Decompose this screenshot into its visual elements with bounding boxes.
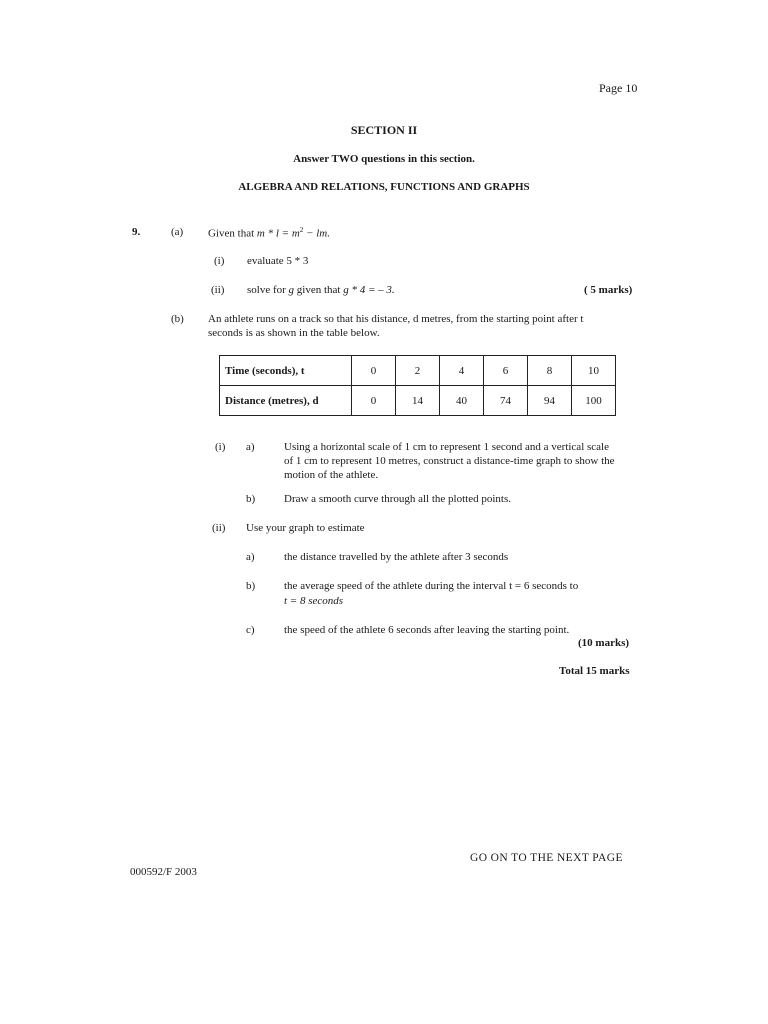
- table-cell: 94: [528, 386, 572, 416]
- part-b-intro-line1: An athlete runs on a track so that his distance, d metres, from the starting point after t: [208, 313, 584, 325]
- given-prefix: Given that: [208, 227, 255, 240]
- part-b-ii-c-label: c): [246, 624, 255, 636]
- part-b-i-b-label: b): [246, 493, 256, 505]
- solve-expression: g * 4 = – 3.: [343, 284, 395, 296]
- part-b-i-a-line1: Using a horizontal scale of 1 cm to represent 1 second and a vertical scale: [284, 441, 609, 453]
- part-b-ii-b-label: b): [246, 580, 256, 592]
- part-b-ii-label: (ii): [212, 522, 226, 534]
- question-number: 9.: [132, 226, 141, 238]
- part-b-marks: (10 marks): [578, 637, 630, 649]
- data-table: [219, 355, 616, 416]
- distance-header: Distance (metres), d: [220, 386, 352, 416]
- part-a-i-label: (i): [214, 255, 225, 267]
- instruction: Answer TWO questions in this section.: [293, 153, 475, 165]
- table-cell: 6: [484, 356, 528, 386]
- total-marks: Total 15 marks: [559, 665, 630, 677]
- part-b-i-a-line2: of 1 cm to represent 10 metres, construct a distance-time graph to show the: [284, 455, 615, 467]
- part-b-ii-c-text: the speed of the athlete 6 seconds after leaving the starting point.: [284, 624, 570, 636]
- section-title: SECTION II: [350, 123, 418, 137]
- part-a-marks: ( 5 marks): [584, 284, 633, 296]
- table-cell: 10: [572, 356, 616, 386]
- solve-mid: given that: [294, 284, 344, 296]
- table-cell: 74: [484, 386, 528, 416]
- operation-tail: − lm.: [303, 227, 330, 240]
- table-row: [220, 386, 616, 416]
- table-cell: 40: [440, 386, 484, 416]
- part-a-ii-label: (ii): [211, 284, 225, 296]
- solve-variable: g: [288, 284, 295, 296]
- part-b-ii-text: Use your graph to estimate: [246, 522, 365, 534]
- part-b-intro-line2: seconds is as shown in the table below.: [208, 327, 380, 339]
- solve-prefix: solve for: [247, 284, 289, 296]
- part-b-ii-a-label: a): [246, 551, 255, 563]
- table-cell: 8: [528, 356, 572, 386]
- part-b-i-b-text: Draw a smooth curve through all the plotted points.: [284, 493, 511, 505]
- table-row: [220, 356, 616, 386]
- table-cell: 14: [396, 386, 440, 416]
- table-cell: 0: [352, 356, 396, 386]
- part-b-i-a-label: a): [246, 441, 255, 453]
- part-b-i-a-line3: motion of the athlete.: [284, 469, 379, 481]
- part-a-i-text: evaluate 5 * 3: [247, 255, 309, 267]
- table-cell: 0: [352, 386, 396, 416]
- part-b-ii-b-line2: t = 8 seconds: [284, 595, 344, 607]
- topic-heading: ALGEBRA AND RELATIONS, FUNCTIONS AND GRAPHS: [238, 181, 530, 193]
- part-b-i-label: (i): [215, 441, 226, 453]
- operation-definition: m * l = m: [256, 227, 300, 240]
- exponent: 2: [299, 226, 304, 234]
- table-cell: 4: [440, 356, 484, 386]
- part-b-ii-a-text: the distance travelled by the athlete after 3 seconds: [284, 551, 509, 563]
- part-b-label: (b): [171, 313, 184, 325]
- next-page-note: GO ON TO THE NEXT PAGE: [470, 852, 623, 864]
- paper-code: 000592/F 2003: [130, 866, 197, 878]
- part-a-label: (a): [171, 226, 184, 238]
- time-header: Time (seconds), t: [220, 356, 352, 386]
- part-b-ii-b-line1: the average speed of the athlete during the interval t = 6 seconds to: [284, 580, 579, 592]
- part-a-given: [208, 226, 330, 240]
- table-cell: 2: [396, 356, 440, 386]
- part-a-ii-text: [247, 284, 395, 296]
- table-cell: 100: [572, 386, 616, 416]
- page-number: Page 10: [599, 81, 638, 95]
